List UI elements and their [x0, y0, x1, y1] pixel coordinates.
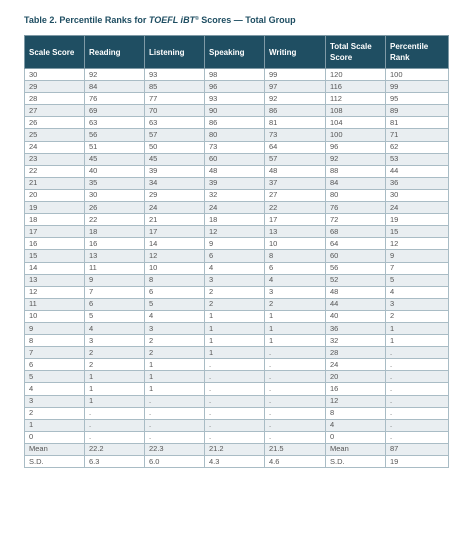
cell-writing: 1 — [265, 335, 326, 347]
cell-listening: 50 — [145, 141, 205, 153]
cell-percentile-rank: 71 — [386, 129, 449, 141]
table-row — [25, 214, 449, 226]
cell-listening: 45 — [145, 153, 205, 165]
table-row — [25, 359, 449, 371]
cell-reading: 11 — [85, 262, 145, 274]
cell-speaking: 12 — [205, 226, 265, 238]
registered-mark: ® — [195, 16, 199, 22]
cell-percentile-rank: 4 — [386, 286, 449, 298]
table-row — [25, 383, 449, 395]
cell-writing: 1 — [265, 322, 326, 334]
cell-total-scale-score: 48 — [326, 286, 386, 298]
cell-scale-score: 0 — [25, 431, 85, 443]
cell-scale-score: 18 — [25, 214, 85, 226]
cell-speaking: 32 — [205, 189, 265, 201]
cell-writing: 57 — [265, 153, 326, 165]
cell-total-scale-score: S.D. — [326, 456, 386, 468]
cell-percentile-rank: 100 — [386, 69, 449, 81]
table-caption — [24, 15, 296, 25]
cell-total-scale-score: 120 — [326, 69, 386, 81]
cell-speaking: 93 — [205, 93, 265, 105]
cell-scale-score: 16 — [25, 238, 85, 250]
cell-listening: 57 — [145, 129, 205, 141]
cell-total-scale-score: 104 — [326, 117, 386, 129]
cell-total-scale-score: 28 — [326, 347, 386, 359]
cell-reading: 30 — [85, 189, 145, 201]
cell-scale-score: 26 — [25, 117, 85, 129]
cell-reading: 13 — [85, 250, 145, 262]
table-row — [25, 189, 449, 201]
cell-total-scale-score: 116 — [326, 81, 386, 93]
cell-listening: 29 — [145, 189, 205, 201]
cell-percentile-rank: 36 — [386, 177, 449, 189]
cell-listening: 63 — [145, 117, 205, 129]
cell-speaking: . — [205, 383, 265, 395]
cell-writing: 99 — [265, 69, 326, 81]
cell-percentile-rank: . — [386, 371, 449, 383]
cell-speaking: 90 — [205, 105, 265, 117]
cell-total-scale-score: 80 — [326, 189, 386, 201]
cell-writing: . — [265, 383, 326, 395]
cell-reading: 22 — [85, 214, 145, 226]
cell-speaking: 9 — [205, 238, 265, 250]
cell-total-scale-score: 56 — [326, 262, 386, 274]
cell-scale-score: 30 — [25, 69, 85, 81]
table-row — [25, 443, 449, 455]
cell-writing: 1 — [265, 310, 326, 322]
cell-percentile-rank: . — [386, 395, 449, 407]
cell-scale-score: 10 — [25, 310, 85, 322]
table-row — [25, 81, 449, 93]
cell-percentile-rank: 7 — [386, 262, 449, 274]
cell-speaking: 21.2 — [205, 443, 265, 455]
cell-writing: 27 — [265, 189, 326, 201]
cell-percentile-rank: 62 — [386, 141, 449, 153]
cell-reading: 4 — [85, 322, 145, 334]
cell-total-scale-score: 88 — [326, 165, 386, 177]
cell-total-scale-score: 32 — [326, 335, 386, 347]
cell-percentile-rank: 95 — [386, 93, 449, 105]
cell-listening: 12 — [145, 250, 205, 262]
cell-scale-score: 1 — [25, 419, 85, 431]
header-total-scale-score: Total Scale Score — [326, 36, 386, 69]
cell-percentile-rank: . — [386, 419, 449, 431]
cell-listening: 85 — [145, 81, 205, 93]
cell-percentile-rank: 15 — [386, 226, 449, 238]
cell-scale-score: 15 — [25, 250, 85, 262]
cell-scale-score: 6 — [25, 359, 85, 371]
cell-reading: . — [85, 419, 145, 431]
cell-total-scale-score: 4 — [326, 419, 386, 431]
cell-total-scale-score: 52 — [326, 274, 386, 286]
table-body — [25, 69, 449, 468]
cell-reading: . — [85, 407, 145, 419]
cell-listening: 1 — [145, 359, 205, 371]
cell-percentile-rank: 1 — [386, 322, 449, 334]
cell-reading: 9 — [85, 274, 145, 286]
cell-total-scale-score: 100 — [326, 129, 386, 141]
cell-listening: 6.0 — [145, 456, 205, 468]
cell-writing: . — [265, 371, 326, 383]
cell-writing: 2 — [265, 298, 326, 310]
cell-listening: . — [145, 419, 205, 431]
cell-percentile-rank: 53 — [386, 153, 449, 165]
cell-total-scale-score: 64 — [326, 238, 386, 250]
table-row — [25, 431, 449, 443]
cell-scale-score: 21 — [25, 177, 85, 189]
cell-total-scale-score: 68 — [326, 226, 386, 238]
table-row — [25, 117, 449, 129]
cell-percentile-rank: 9 — [386, 250, 449, 262]
cell-percentile-rank: . — [386, 407, 449, 419]
cell-listening: 21 — [145, 214, 205, 226]
cell-listening: 6 — [145, 286, 205, 298]
cell-reading: 51 — [85, 141, 145, 153]
cell-total-scale-score: 20 — [326, 371, 386, 383]
cell-listening: 8 — [145, 274, 205, 286]
table-row — [25, 419, 449, 431]
cell-listening: 34 — [145, 177, 205, 189]
table-row — [25, 262, 449, 274]
cell-speaking: 48 — [205, 165, 265, 177]
cell-writing: 4.6 — [265, 456, 326, 468]
cell-percentile-rank: 87 — [386, 443, 449, 455]
cell-reading: 40 — [85, 165, 145, 177]
header-listening: Listening — [145, 36, 205, 69]
cell-writing: 81 — [265, 117, 326, 129]
table-row — [25, 310, 449, 322]
cell-listening: 77 — [145, 93, 205, 105]
cell-listening: 22.3 — [145, 443, 205, 455]
cell-speaking: 3 — [205, 274, 265, 286]
cell-percentile-rank: 2 — [386, 310, 449, 322]
cell-writing: . — [265, 419, 326, 431]
cell-total-scale-score: 92 — [326, 153, 386, 165]
cell-writing: 37 — [265, 177, 326, 189]
cell-writing: 10 — [265, 238, 326, 250]
cell-scale-score: 13 — [25, 274, 85, 286]
cell-reading: 92 — [85, 69, 145, 81]
cell-reading: 18 — [85, 226, 145, 238]
cell-scale-score: 20 — [25, 189, 85, 201]
cell-percentile-rank: 30 — [386, 189, 449, 201]
cell-speaking: 2 — [205, 286, 265, 298]
table-row — [25, 153, 449, 165]
cell-scale-score: 11 — [25, 298, 85, 310]
cell-reading: 16 — [85, 238, 145, 250]
cell-percentile-rank: 89 — [386, 105, 449, 117]
cell-writing: 3 — [265, 286, 326, 298]
cell-reading: 56 — [85, 129, 145, 141]
cell-scale-score: 5 — [25, 371, 85, 383]
cell-listening: 3 — [145, 322, 205, 334]
cell-reading: 45 — [85, 153, 145, 165]
cell-writing: 8 — [265, 250, 326, 262]
cell-reading: 6.3 — [85, 456, 145, 468]
cell-listening: 70 — [145, 105, 205, 117]
cell-scale-score: 4 — [25, 383, 85, 395]
cell-speaking: . — [205, 371, 265, 383]
cell-reading: 1 — [85, 383, 145, 395]
cell-percentile-rank: . — [386, 359, 449, 371]
cell-writing: 64 — [265, 141, 326, 153]
cell-total-scale-score: 84 — [326, 177, 386, 189]
table-row — [25, 105, 449, 117]
table-row — [25, 177, 449, 189]
cell-total-scale-score: 36 — [326, 322, 386, 334]
cell-reading: 22.2 — [85, 443, 145, 455]
cell-listening: 24 — [145, 202, 205, 214]
cell-percentile-rank: 1 — [386, 335, 449, 347]
cell-reading: 2 — [85, 359, 145, 371]
cell-writing: . — [265, 359, 326, 371]
cell-writing: . — [265, 347, 326, 359]
cell-reading: 7 — [85, 286, 145, 298]
cell-reading: 76 — [85, 93, 145, 105]
header-writing: Writing — [265, 36, 326, 69]
cell-reading: 26 — [85, 202, 145, 214]
cell-scale-score: 17 — [25, 226, 85, 238]
caption-suffix: Scores — Total Group — [198, 15, 296, 25]
cell-speaking: 1 — [205, 347, 265, 359]
cell-scale-score: 12 — [25, 286, 85, 298]
cell-listening: 2 — [145, 347, 205, 359]
cell-total-scale-score: 112 — [326, 93, 386, 105]
cell-listening: 14 — [145, 238, 205, 250]
cell-scale-score: 9 — [25, 322, 85, 334]
cell-total-scale-score: 24 — [326, 359, 386, 371]
cell-writing: 73 — [265, 129, 326, 141]
cell-percentile-rank: 19 — [386, 456, 449, 468]
cell-speaking: 2 — [205, 298, 265, 310]
header-reading: Reading — [85, 36, 145, 69]
cell-total-scale-score: 44 — [326, 298, 386, 310]
header-scale-score: Scale Score — [25, 36, 85, 69]
cell-scale-score: 24 — [25, 141, 85, 153]
cell-scale-score: 25 — [25, 129, 85, 141]
table-row — [25, 202, 449, 214]
cell-speaking: 6 — [205, 250, 265, 262]
cell-percentile-rank: 81 — [386, 117, 449, 129]
cell-total-scale-score: 40 — [326, 310, 386, 322]
table-row — [25, 274, 449, 286]
cell-reading: 63 — [85, 117, 145, 129]
cell-reading: 6 — [85, 298, 145, 310]
table-row — [25, 322, 449, 334]
cell-writing: 92 — [265, 93, 326, 105]
cell-total-scale-score: 72 — [326, 214, 386, 226]
cell-reading: 2 — [85, 347, 145, 359]
cell-speaking: 39 — [205, 177, 265, 189]
table-row — [25, 335, 449, 347]
table-row — [25, 93, 449, 105]
cell-total-scale-score: 96 — [326, 141, 386, 153]
cell-writing: 6 — [265, 262, 326, 274]
cell-speaking: . — [205, 359, 265, 371]
cell-total-scale-score: 0 — [326, 431, 386, 443]
cell-percentile-rank: 3 — [386, 298, 449, 310]
cell-scale-score: 27 — [25, 105, 85, 117]
cell-total-scale-score: Mean — [326, 443, 386, 455]
cell-writing: 4 — [265, 274, 326, 286]
cell-speaking: 73 — [205, 141, 265, 153]
cell-speaking: 60 — [205, 153, 265, 165]
cell-reading: 69 — [85, 105, 145, 117]
cell-listening: 4 — [145, 310, 205, 322]
cell-listening: 39 — [145, 165, 205, 177]
cell-speaking: . — [205, 431, 265, 443]
caption-prefix: Table 2. Percentile Ranks for — [24, 15, 149, 25]
percentile-rank-table — [24, 35, 449, 468]
cell-speaking: 86 — [205, 117, 265, 129]
cell-writing: . — [265, 407, 326, 419]
cell-speaking: . — [205, 395, 265, 407]
cell-speaking: 4 — [205, 262, 265, 274]
cell-speaking: 96 — [205, 81, 265, 93]
cell-listening: 5 — [145, 298, 205, 310]
cell-speaking: 80 — [205, 129, 265, 141]
cell-writing: 17 — [265, 214, 326, 226]
cell-scale-score: 29 — [25, 81, 85, 93]
cell-listening: 1 — [145, 383, 205, 395]
cell-listening: 93 — [145, 69, 205, 81]
table-row — [25, 298, 449, 310]
cell-reading: 3 — [85, 335, 145, 347]
cell-speaking: . — [205, 419, 265, 431]
table-row — [25, 129, 449, 141]
cell-speaking: 18 — [205, 214, 265, 226]
cell-percentile-rank: 19 — [386, 214, 449, 226]
cell-reading: 1 — [85, 395, 145, 407]
cell-speaking: 24 — [205, 202, 265, 214]
cell-speaking: 98 — [205, 69, 265, 81]
cell-writing: 13 — [265, 226, 326, 238]
table-row — [25, 347, 449, 359]
cell-scale-score: S.D. — [25, 456, 85, 468]
cell-scale-score: 14 — [25, 262, 85, 274]
table-row — [25, 286, 449, 298]
caption-test-name: TOEFL iBT — [148, 15, 196, 25]
table-row — [25, 69, 449, 81]
cell-writing: 97 — [265, 81, 326, 93]
cell-listening: 1 — [145, 371, 205, 383]
table-row — [25, 456, 449, 468]
table-row — [25, 226, 449, 238]
cell-percentile-rank: . — [386, 383, 449, 395]
cell-scale-score: 19 — [25, 202, 85, 214]
cell-speaking: 4.3 — [205, 456, 265, 468]
table-row — [25, 371, 449, 383]
cell-reading: 35 — [85, 177, 145, 189]
cell-speaking: 1 — [205, 322, 265, 334]
table-row — [25, 250, 449, 262]
table-row — [25, 395, 449, 407]
cell-total-scale-score: 16 — [326, 383, 386, 395]
cell-writing: . — [265, 431, 326, 443]
cell-percentile-rank: 99 — [386, 81, 449, 93]
cell-scale-score: 3 — [25, 395, 85, 407]
cell-writing: . — [265, 395, 326, 407]
cell-scale-score: 7 — [25, 347, 85, 359]
cell-listening: . — [145, 431, 205, 443]
cell-scale-score: 8 — [25, 335, 85, 347]
cell-scale-score: Mean — [25, 443, 85, 455]
cell-total-scale-score: 60 — [326, 250, 386, 262]
cell-percentile-rank: . — [386, 347, 449, 359]
cell-scale-score: 23 — [25, 153, 85, 165]
cell-listening: 10 — [145, 262, 205, 274]
cell-listening: 17 — [145, 226, 205, 238]
cell-percentile-rank: 44 — [386, 165, 449, 177]
cell-listening: . — [145, 407, 205, 419]
cell-writing: 22 — [265, 202, 326, 214]
cell-writing: 86 — [265, 105, 326, 117]
cell-writing: 48 — [265, 165, 326, 177]
cell-percentile-rank: 24 — [386, 202, 449, 214]
cell-scale-score: 28 — [25, 93, 85, 105]
cell-scale-score: 22 — [25, 165, 85, 177]
cell-listening: 2 — [145, 335, 205, 347]
header-speaking: Speaking — [205, 36, 265, 69]
table-row — [25, 238, 449, 250]
cell-reading: . — [85, 431, 145, 443]
cell-speaking: 1 — [205, 335, 265, 347]
cell-percentile-rank: . — [386, 431, 449, 443]
table-header — [25, 36, 449, 69]
table-row — [25, 165, 449, 177]
table-row — [25, 407, 449, 419]
cell-reading: 84 — [85, 81, 145, 93]
cell-total-scale-score: 12 — [326, 395, 386, 407]
cell-speaking: 1 — [205, 310, 265, 322]
header-row — [25, 36, 449, 69]
cell-writing: 21.5 — [265, 443, 326, 455]
cell-reading: 1 — [85, 371, 145, 383]
cell-total-scale-score: 76 — [326, 202, 386, 214]
cell-speaking: . — [205, 407, 265, 419]
cell-total-scale-score: 8 — [326, 407, 386, 419]
cell-scale-score: 2 — [25, 407, 85, 419]
cell-percentile-rank: 5 — [386, 274, 449, 286]
cell-total-scale-score: 108 — [326, 105, 386, 117]
cell-reading: 5 — [85, 310, 145, 322]
cell-listening: . — [145, 395, 205, 407]
table-row — [25, 141, 449, 153]
header-percentile-rank: Percentile Rank — [386, 36, 449, 69]
cell-percentile-rank: 12 — [386, 238, 449, 250]
